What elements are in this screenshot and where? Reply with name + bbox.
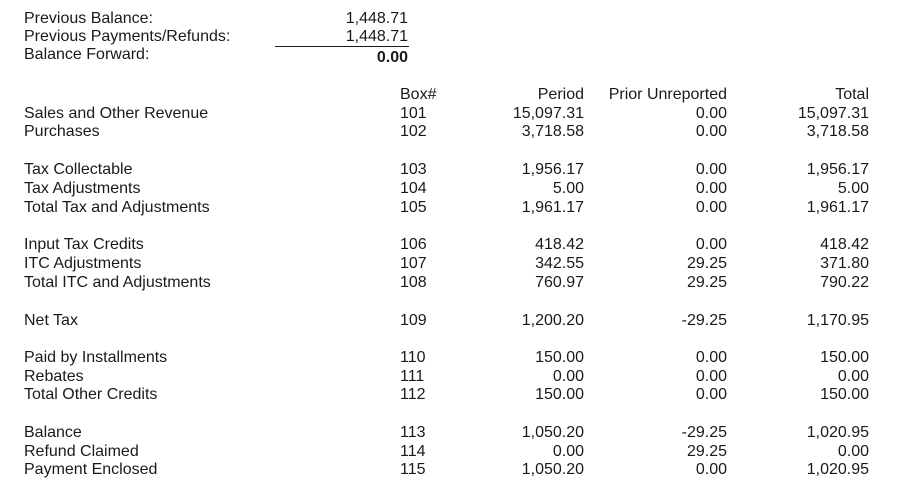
row-period-value: 150.00 <box>535 386 584 403</box>
row-label: Payment Enclosed <box>24 461 158 478</box>
row-period-value: 1,050.20 <box>521 461 584 478</box>
row-label: Total Tax and Adjustments <box>24 199 210 216</box>
row-prior-unreported-value: 0.00 <box>695 180 727 197</box>
balance-divider <box>275 46 409 47</box>
row-box-number: 114 <box>400 443 426 460</box>
row-label: Total Other Credits <box>24 386 158 403</box>
row-prior-unreported-value: 29.25 <box>686 274 727 291</box>
row-total-value: 1,020.95 <box>806 461 869 478</box>
row-prior-unreported-value: 0.00 <box>695 105 727 122</box>
row-total-value: 1,170.95 <box>806 312 869 329</box>
row-total-value: 3,718.58 <box>806 123 869 140</box>
row-total-value: 150.00 <box>820 349 869 366</box>
row-box-number: 113 <box>400 424 426 441</box>
row-total-value: 1,956.17 <box>806 161 869 178</box>
row-box-number: 110 <box>400 349 426 366</box>
row-period-value: 1,050.20 <box>521 424 584 441</box>
previous-payments-value: 1,448.71 <box>345 28 408 45</box>
row-label: Total ITC and Adjustments <box>24 274 211 291</box>
balance-forward-label: Balance Forward: <box>24 46 150 63</box>
row-period-value: 0.00 <box>552 368 584 385</box>
row-label: Input Tax Credits <box>24 236 144 253</box>
row-prior-unreported-value: 0.00 <box>695 461 727 478</box>
row-total-value: 150.00 <box>820 386 869 403</box>
row-prior-unreported-value: 29.25 <box>686 255 727 272</box>
row-prior-unreported-value: 0.00 <box>695 161 727 178</box>
row-label: Refund Claimed <box>24 443 139 460</box>
row-prior-unreported-value: 0.00 <box>695 199 727 216</box>
header-period: Period <box>537 86 584 103</box>
previous-payments-label: Previous Payments/Refunds: <box>24 28 231 45</box>
row-box-number: 108 <box>400 274 427 291</box>
row-total-value: 790.22 <box>820 274 869 291</box>
row-period-value: 342.55 <box>535 255 584 272</box>
row-total-value: 1,020.95 <box>806 424 869 441</box>
row-box-number: 103 <box>400 161 427 178</box>
row-box-number: 111 <box>400 368 425 385</box>
row-period-value: 5.00 <box>552 180 584 197</box>
row-prior-unreported-value: 0.00 <box>695 368 727 385</box>
row-period-value: 418.42 <box>535 236 584 253</box>
row-period-value: 1,200.20 <box>521 312 584 329</box>
row-prior-unreported-value: 29.25 <box>686 443 727 460</box>
row-prior-unreported-value: 0.00 <box>695 123 727 140</box>
row-label: Rebates <box>24 368 84 385</box>
row-period-value: 760.97 <box>535 274 584 291</box>
row-prior-unreported-value: 0.00 <box>695 386 727 403</box>
row-total-value: 371.80 <box>820 255 869 272</box>
row-prior-unreported-value: 0.00 <box>695 349 727 366</box>
row-label: ITC Adjustments <box>24 255 142 272</box>
row-period-value: 15,097.31 <box>512 105 584 122</box>
row-label: Paid by Installments <box>24 349 168 366</box>
row-label: Tax Adjustments <box>24 180 141 197</box>
row-box-number: 105 <box>400 199 427 216</box>
row-box-number: 106 <box>400 236 427 253</box>
previous-balance-label: Previous Balance: <box>24 10 153 27</box>
row-box-number: 104 <box>400 180 427 197</box>
row-box-number: 112 <box>400 386 426 403</box>
header-box: Box# <box>400 86 437 103</box>
row-label: Sales and Other Revenue <box>24 105 209 122</box>
header-total: Total <box>835 86 869 103</box>
row-period-value: 3,718.58 <box>521 123 584 140</box>
header-prior-unreported: Prior Unreported <box>608 86 727 103</box>
row-label: Purchases <box>24 123 100 140</box>
row-period-value: 1,956.17 <box>521 161 584 178</box>
row-box-number: 102 <box>400 123 427 140</box>
row-total-value: 0.00 <box>837 368 869 385</box>
row-box-number: 115 <box>400 461 426 478</box>
row-total-value: 418.42 <box>820 236 869 253</box>
row-total-value: 5.00 <box>837 180 869 197</box>
row-total-value: 15,097.31 <box>797 105 869 122</box>
row-label: Tax Collectable <box>24 161 133 178</box>
row-box-number: 107 <box>400 255 427 272</box>
row-prior-unreported-value: -29.25 <box>681 424 727 441</box>
previous-balance-value: 1,448.71 <box>345 10 408 27</box>
row-period-value: 1,961.17 <box>521 199 584 216</box>
row-prior-unreported-value: -29.25 <box>681 312 727 329</box>
row-period-value: 0.00 <box>552 443 584 460</box>
row-box-number: 101 <box>400 105 427 122</box>
row-total-value: 0.00 <box>837 443 869 460</box>
row-period-value: 150.00 <box>535 349 584 366</box>
row-total-value: 1,961.17 <box>806 199 869 216</box>
row-label: Net Tax <box>24 312 78 329</box>
row-box-number: 109 <box>400 312 427 329</box>
row-prior-unreported-value: 0.00 <box>695 236 727 253</box>
balance-forward-value: 0.00 <box>376 49 408 66</box>
row-label: Balance <box>24 424 82 441</box>
